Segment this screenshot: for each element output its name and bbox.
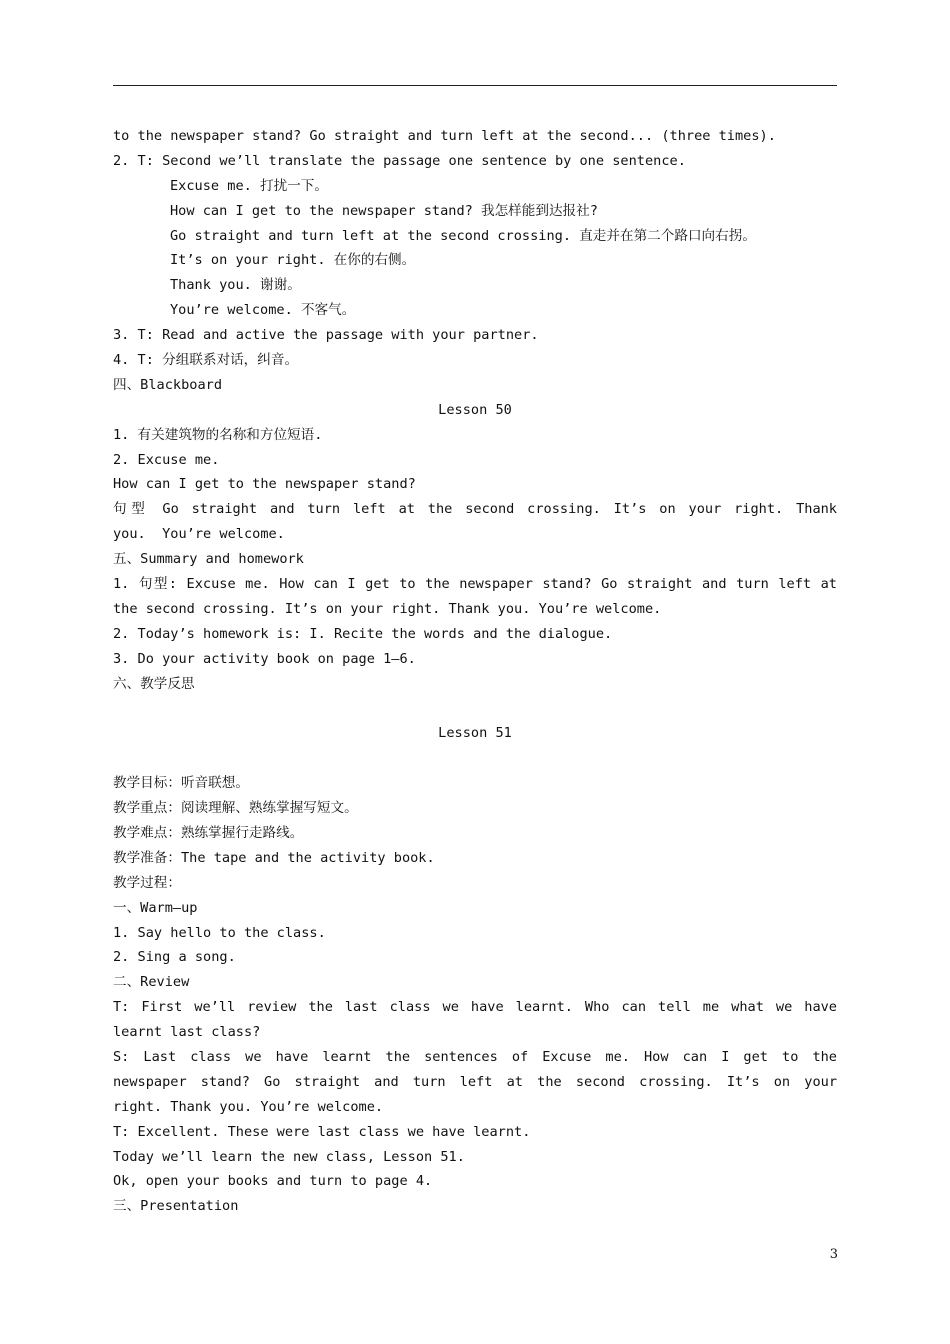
lesson-title: Lesson 51 — [438, 725, 512, 742]
text-line: 教学目标：听音联想。 — [113, 775, 249, 792]
text-line: right. Thank you. You’re welcome. — [113, 1098, 384, 1115]
text-line: newspaper stand? Go straight and turn left at the second crossing. It’s on your — [113, 1073, 837, 1090]
text-line: 3. Do your activity book on page 1—6. — [113, 650, 416, 667]
document-body — [113, 124, 837, 1219]
text-line: 句型 Go straight and turn left at the second crossing. It’s on your right. Thank — [113, 501, 837, 518]
text-line: S: Last class we have learnt the sentences of Excuse me. How can I get to the — [113, 1048, 837, 1065]
text-line: 教学过程： — [113, 874, 181, 891]
text-line: Ok, open your books and turn to page 4. — [113, 1173, 433, 1190]
text-line: Today we’ll learn the new class, Lesson 51. — [113, 1148, 465, 1165]
section-heading: 五、Summary and homework — [113, 551, 304, 568]
text-line: Excuse me. 打扰一下。 — [170, 177, 328, 194]
text-line: 1. Say hello to the class. — [113, 924, 326, 941]
header-rule — [113, 85, 837, 86]
text-line: It’s on your right. 在你的右侧。 — [170, 252, 416, 269]
text-line: to the newspaper stand? Go straight and turn left at the second... (three times). — [113, 128, 776, 144]
text-line: Thank you. 谢谢。 — [170, 277, 301, 294]
blank-line — [113, 696, 837, 721]
text-line: 1. 有关建筑物的名称和方位短语. — [113, 426, 323, 443]
text-line: How can I get to the newspaper stand? 我怎样能到达报社? — [170, 202, 598, 219]
text-line: 2. Sing a song. — [113, 949, 236, 966]
section-heading: 四、Blackboard — [113, 376, 223, 393]
text-line: 4. T: 分组联系对话，纠音。 — [113, 352, 299, 369]
section-heading: 二、Review — [113, 974, 190, 991]
blank-line — [113, 746, 837, 771]
text-line: the second crossing. It’s on your right. Thank you. You’re welcome. — [113, 600, 662, 617]
text-line: you. You’re welcome. — [113, 526, 285, 543]
text-line: 教学准备：The tape and the activity book. — [113, 849, 435, 866]
text-line: 教学重点：阅读理解、熟练掌握写短文。 — [113, 800, 358, 817]
page-number: 3 — [829, 1247, 838, 1262]
text-line: learnt last class? — [113, 1024, 261, 1041]
text-line: 1. 句型: Excuse me. How can I get to the newspaper stand? Go straight and turn left at — [113, 576, 837, 593]
text-line: How can I get to the newspaper stand? — [113, 476, 416, 493]
text-line: T: Excellent. These were last class we have learnt. — [113, 1123, 531, 1140]
lesson-title: Lesson 50 — [438, 401, 512, 418]
text-line: You’re welcome. 不客气。 — [170, 302, 356, 319]
section-heading: 六、教学反思 — [113, 675, 195, 692]
text-line: T: First we’ll review the last class we have learnt. Who can tell me what we have — [113, 999, 837, 1016]
section-heading: 一、Warm—up — [113, 899, 198, 916]
text-line: 3. T: Read and active the passage with your partner. — [113, 327, 539, 344]
section-heading: 三、Presentation — [113, 1198, 239, 1215]
text-line: 2. Excuse me. — [113, 451, 220, 468]
text-line: 2. T: Second we’ll translate the passage one sentence by one sentence. — [113, 152, 686, 169]
text-line: 教学难点：熟练掌握行走路线。 — [113, 824, 304, 841]
text-line: 2. Today’s homework is: I. Recite the words and the dialogue. — [113, 625, 613, 642]
text-line: Go straight and turn left at the second crossing. 直走并在第二个路口向右拐。 — [170, 227, 756, 244]
